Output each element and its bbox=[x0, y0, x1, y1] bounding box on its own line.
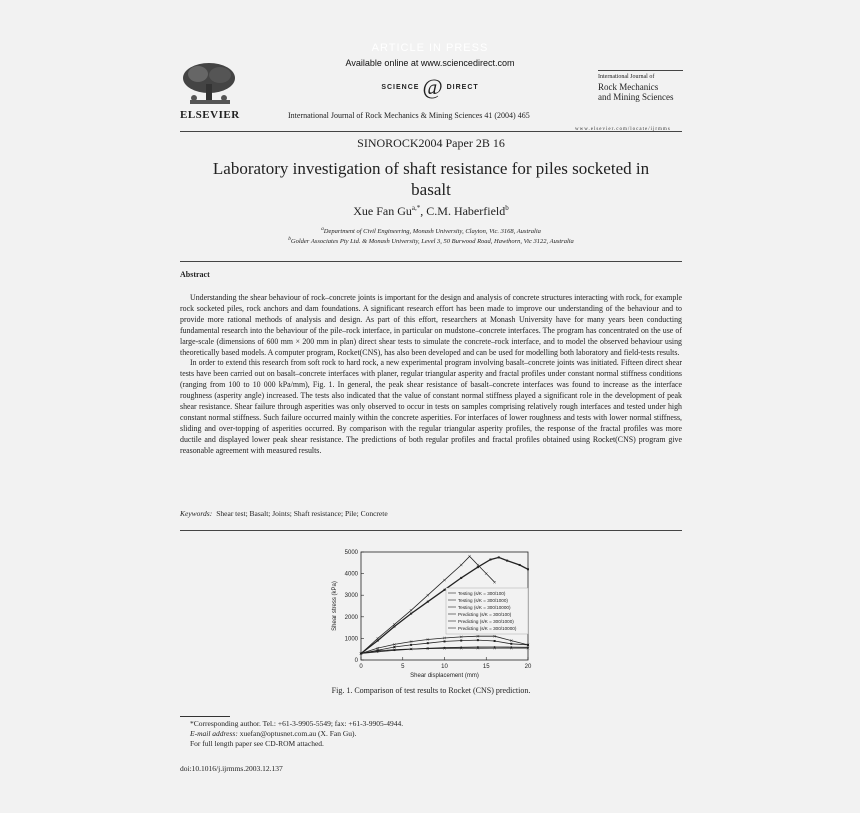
abstract-heading: Abstract bbox=[180, 270, 210, 279]
email-address: xuefan@optusnet.com.au (X. Fan Gu). bbox=[239, 729, 357, 738]
sciencedirect-logo bbox=[360, 74, 500, 100]
series-3-point bbox=[527, 568, 529, 570]
series-3-point bbox=[498, 556, 500, 558]
brand-line1: Rock Mechanics bbox=[598, 82, 659, 92]
paper-series: SINOROCK2004 Paper 2B 16 bbox=[357, 136, 505, 150]
series-3-point bbox=[427, 601, 429, 603]
footnote-corresponding: *Corresponding author. Tel.: +61-3-9905-5549; fax: +61-3-9905-4944. bbox=[190, 719, 404, 728]
aff-a-text: Department of Civil Engineering, Monash University, Clayton, Vic. 3168, Australia bbox=[323, 228, 541, 236]
x-tick-label: 5 bbox=[401, 664, 405, 670]
author-1-sup: a,* bbox=[411, 204, 421, 212]
y-tick-label: 1000 bbox=[344, 636, 358, 643]
keywords-text: Shear test; Basalt; Joints; Shaft resistance; Pile; Concrete bbox=[216, 509, 388, 518]
sciencedirect-right: DIRECT bbox=[446, 83, 479, 91]
x-tick-label: 15 bbox=[482, 664, 490, 670]
legend-entry: Testing (s/K = 300/1000) bbox=[458, 597, 508, 603]
series-3-point bbox=[489, 559, 491, 561]
series-2-point bbox=[393, 646, 395, 648]
series-3-point bbox=[506, 560, 508, 562]
y-tick-label: 5000 bbox=[344, 550, 358, 556]
author-2: C.M. Haberfield bbox=[426, 204, 506, 218]
legend-entry: Testing (s/K = 300/100) bbox=[458, 590, 506, 596]
y-tick-label: 3000 bbox=[344, 593, 358, 600]
brand-small: International Journal of bbox=[598, 74, 655, 80]
title-line-1: Laboratory investigation of shaft resistance for piles socketed in bbox=[212, 159, 650, 178]
author-list bbox=[180, 204, 682, 219]
series-3-point bbox=[519, 564, 521, 566]
series-3-point bbox=[444, 589, 446, 591]
x-tick-label: 0 bbox=[359, 664, 363, 670]
doi-line: doi:10.1016/j.ijrmms.2003.12.137 bbox=[180, 764, 283, 773]
x-tick-label: 20 bbox=[524, 664, 532, 670]
series-2-point bbox=[510, 643, 512, 645]
y-tick-label: 2000 bbox=[344, 614, 358, 621]
sciencedirect-at-icon: @ bbox=[422, 74, 444, 99]
series-3-point bbox=[410, 613, 412, 615]
keywords bbox=[180, 509, 388, 518]
abstract-divider-top bbox=[180, 261, 682, 262]
legend-entry: Predicting (s/K = 300/1000) bbox=[458, 618, 514, 624]
abstract-paragraph-2: In order to extend this research from soft rock to hard rock, a new experimental program involving basalt–concrete joints was initiated. Fifteen direct shear tests have been carried out on basalt–concrete interfaces with planer, regular triangular asperity and fractal profiles under constant normal stiffness conditions (ranging from 100 to 10 000 kPa/mm), Fig. 1. In general, the peak shear resistance of basalt–concrete interfaces was found to increase as the interface roughness (asperity angle) increased. The tests also indicated that the value of constant normal stiffness played a significant role in the development of peak shear resistance. Shear failure through asperities was only observed to occur in tests on samples comprising relatively rough interfaces and tested under high constant normal stiffness. Such failure occurred mainly within the concrete asperities. For interfaces of lower roughness and tests with lower normal stiffness, sliding and over-topping of asperities occurred. By comparison with the regular triangular asperity profiles, the response of the fractal profiles was more ductile and displayed lower peak shear resistance. The predictions of both regular profiles and fractal profiles obtained using Rocket(CNS) program give reasonable agreement with measured results. bbox=[180, 358, 682, 455]
legend-entry: Testing (s/K = 300/10000) bbox=[458, 604, 511, 610]
series-2-point bbox=[494, 640, 496, 642]
aff-a-sup: a bbox=[321, 226, 324, 232]
author-separator: , bbox=[420, 204, 427, 218]
abstract-divider-bottom bbox=[180, 530, 682, 531]
figure-caption: Fig. 1. Comparison of test results to Rocket (CNS) prediction. bbox=[331, 686, 531, 695]
journal-brand bbox=[598, 72, 688, 102]
y-axis-label: Shear stress (kPa) bbox=[332, 581, 338, 631]
series-2-point bbox=[444, 640, 446, 642]
series-3-point bbox=[477, 566, 479, 568]
series-2-point bbox=[410, 644, 412, 646]
email-label: E-mail address: bbox=[190, 729, 238, 738]
series-2-point bbox=[460, 640, 462, 642]
y-tick-label: 0 bbox=[354, 658, 358, 664]
series-3-point bbox=[393, 626, 395, 628]
abstract-paragraph-1: Understanding the shear behaviour of rock–concrete joints is important for the design and analysis of concrete structures interacting with rock, for example rock socketed piles, rock anchors and dam foundations. A significant research effort has been made to improve our understanding of the behaviour and to provide more rational methods of analysis and design. As part of this effort, researchers at Monash University have for many years been conducting fundamental research into the behaviour of the pile–rock interface, in particular on mudstone–concrete interfaces. The program has concentrated on the use of large-scale (dimensions of 600 mm × 200 mm in plan) direct shear tests to simulate the concrete–rock interface, and to model the observed behaviour using theoretically based models. A computer program, Rocket(CNS), has also been developed and can be used for modelling both laboratory and field-tests results. bbox=[180, 293, 682, 357]
abstract-body bbox=[180, 293, 682, 457]
aff-b-sup: b bbox=[288, 236, 291, 242]
series-3-point bbox=[377, 640, 379, 642]
x-tick-label: 10 bbox=[441, 664, 448, 670]
brand-url: www.elsevier.com/locate/ijrmms bbox=[575, 127, 671, 132]
legend-entry: Predicting (s/K = 300/100) bbox=[458, 611, 512, 617]
journal-citation: International Journal of Rock Mechanics & Mining Sciences 41 (2004) 465 bbox=[288, 111, 530, 120]
legend-entry: Predicting (s/K = 300/10000) bbox=[458, 625, 517, 631]
footnote-fulllength: For full length paper see CD-ROM attached. bbox=[190, 739, 324, 748]
brand-line2: and Mining Sciences bbox=[598, 92, 674, 102]
series-2-point bbox=[427, 642, 429, 644]
header-divider bbox=[180, 131, 682, 132]
aff-b-text: Golder Associates Pty Ltd. & Monash University, Level 3, 50 Burwood Road, Hawthorn, Vic 3122, Australia bbox=[290, 238, 574, 246]
title-line-2: basalt bbox=[411, 180, 451, 199]
paper-title bbox=[180, 158, 682, 200]
publisher-name: ELSEVIER bbox=[180, 109, 240, 121]
footnote-email bbox=[190, 729, 356, 738]
affiliation-a bbox=[180, 226, 682, 235]
author-1: Xue Fan Gu bbox=[353, 204, 412, 218]
elsevier-tree-logo bbox=[180, 62, 238, 108]
series-2-point bbox=[477, 639, 479, 641]
footnote-rule bbox=[180, 716, 230, 717]
available-online-line: Available online at www.sciencedirect.com bbox=[345, 58, 515, 68]
sciencedirect-left: SCIENCE bbox=[381, 83, 420, 91]
x-axis-label: Shear displacement (mm) bbox=[410, 673, 479, 679]
figure-1-chart bbox=[326, 545, 536, 685]
series-3-point bbox=[460, 577, 462, 579]
brand-rule bbox=[598, 70, 683, 71]
affiliation-b bbox=[180, 236, 682, 245]
author-2-sup: b bbox=[505, 204, 509, 212]
keywords-label: Keywords: bbox=[180, 509, 213, 518]
y-tick-label: 4000 bbox=[344, 571, 358, 578]
article-in-press-banner: ARTICLE IN PRESS bbox=[371, 42, 489, 54]
